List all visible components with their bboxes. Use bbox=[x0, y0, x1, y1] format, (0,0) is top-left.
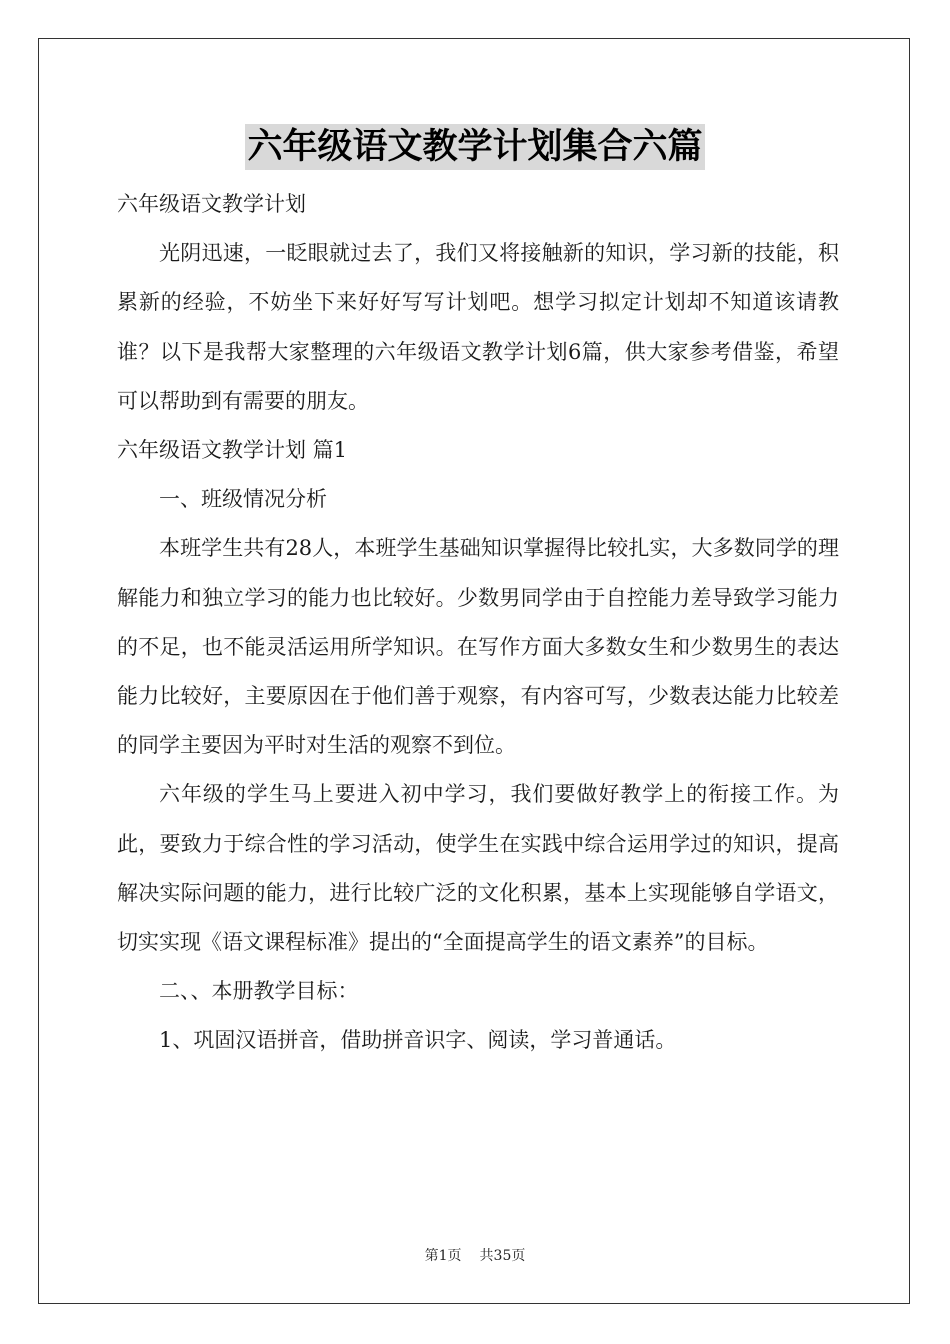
list-item: 1、巩固汉语拼音，借助拼音识字、阅读，学习普通话。 bbox=[159, 1028, 677, 1053]
page-number: 第1页 bbox=[424, 1248, 462, 1264]
section-heading: 六年级语文教学计划 bbox=[117, 192, 306, 216]
intro-paragraph: 光阴迅速，一眨眼就过去了，我们又将接触新的知识，学习新的技能，积累新的经验，不妨坐下来好好写写计划吧。想学习拟定计划却不知道该请教谁？以下是我帮大家整理的六年级语文教学计划6篇，供大家参考借鉴，希望可以帮助到有需要的朋友。 bbox=[117, 241, 839, 413]
body-paragraph: 六年级的学生马上要进入初中学习，我们要做好教学上的衔接工作。为此，要致力于综合性的学习活动，使学生在实践中综合运用学过的知识，提高解决实际问题的能力，进行比较广泛的文化积累，基本上实现能够自学语文，切实实现《语文课程标准》提出的“全面提高学生的语文素养”的目标。 bbox=[117, 782, 839, 955]
section-heading: 六年级语文教学计划 篇1 bbox=[117, 438, 348, 463]
title-container bbox=[0, 124, 950, 170]
body-paragraph: 本班学生共有28人，本班学生基础知识掌握得比较扎实，大多数同学的理解能力和独立学习的能力也比较好。少数男同学由于自控能力差导致学习能力的不足，也不能灵活运用所学知识。在写作方面大多数女生和少数男生的表达能力比较好，主要原因在于他们善于观察，有内容可写，少数表达能力比较差的同学主要因为平时对生活的观察不到位。 bbox=[117, 536, 839, 758]
subsection-heading: 二、、本册教学目标： bbox=[159, 979, 359, 1004]
document-title: 六年级语文教学计划集合六篇 bbox=[245, 124, 704, 170]
page-total: 共35页 bbox=[479, 1248, 526, 1264]
document-body bbox=[117, 180, 839, 1066]
subsection-heading: 一、班级情况分析 bbox=[159, 487, 327, 512]
page-footer bbox=[0, 1246, 950, 1266]
